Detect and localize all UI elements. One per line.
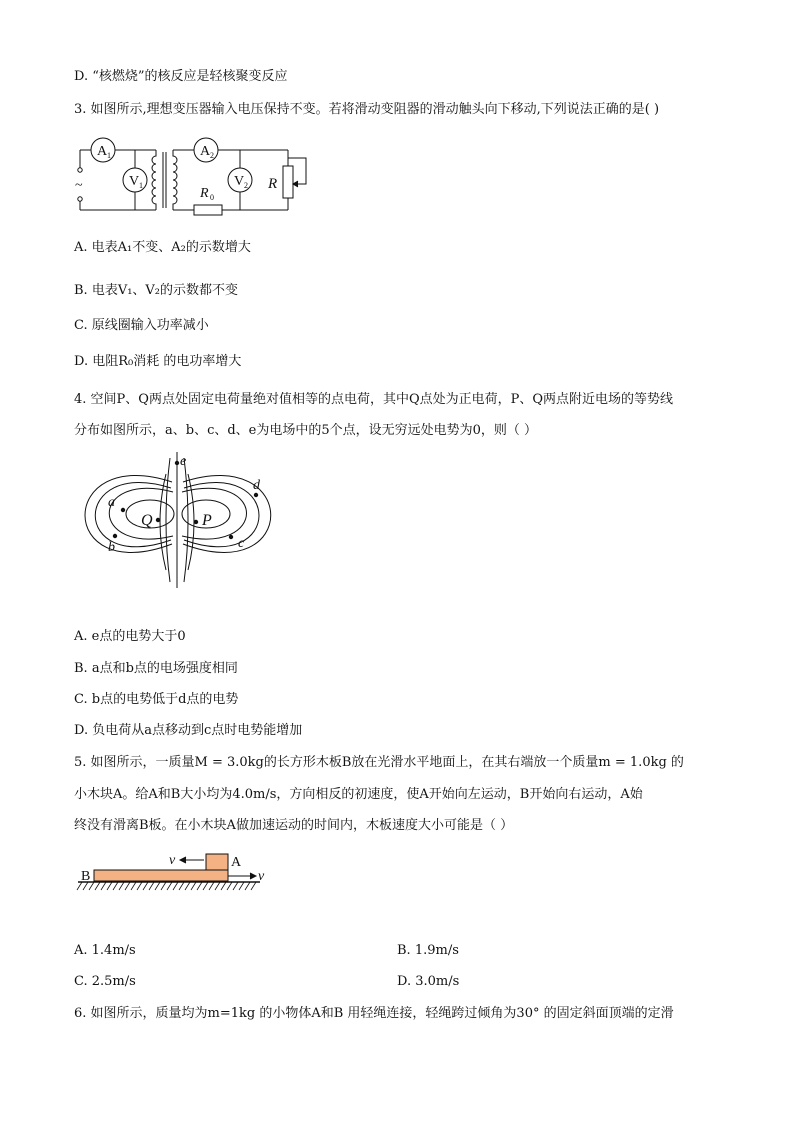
point-c-dot bbox=[229, 535, 233, 539]
r-label: R bbox=[268, 176, 278, 192]
q6-stem: 6. 如图所示，质量均为m=1kg 的小物体A和B 用轻绳连接，轻绳跨过倾角为30° 的固定斜面顶端的定滑 bbox=[74, 1006, 674, 1021]
r0-label: R bbox=[200, 186, 209, 201]
board-b bbox=[94, 870, 228, 881]
v2-sub: 2 bbox=[244, 181, 248, 190]
resistor-r0 bbox=[194, 205, 222, 215]
q4-option-d: D. 负电荷从a点移动到c点时电势能增加 bbox=[74, 723, 303, 738]
transformer-circuit-figure bbox=[70, 132, 330, 222]
block-on-board-figure bbox=[74, 848, 274, 896]
q3-option-c: C. 原线圈输入功率减小 bbox=[74, 318, 209, 333]
equipotential-q-outer bbox=[85, 476, 172, 553]
e-label: e bbox=[180, 454, 187, 469]
v1-sub: 1 bbox=[139, 181, 143, 190]
q4-option-a: A. e点的电势大于0 bbox=[74, 629, 186, 644]
point-p-dot bbox=[194, 520, 198, 524]
v-left-label: v bbox=[169, 853, 176, 868]
equipotential-lines-figure bbox=[78, 452, 283, 590]
point-a-dot bbox=[121, 508, 125, 512]
a2-label: A bbox=[200, 144, 211, 159]
r0-sub: 0 bbox=[210, 193, 214, 202]
point-b-dot bbox=[113, 534, 117, 538]
point-q-dot bbox=[156, 518, 160, 522]
q5-option-a: A. 1.4m/s bbox=[74, 943, 136, 958]
ground-hatching bbox=[77, 882, 256, 890]
block-a-label: A bbox=[231, 855, 242, 870]
q3-option-d: D. 电阻R₀消耗 的电功率增大 bbox=[74, 354, 242, 369]
q-charge-label: Q bbox=[141, 512, 153, 529]
q4-option-b: B. a点和b点的电场强度相同 bbox=[74, 661, 238, 676]
a1-sub: 1 bbox=[107, 151, 111, 160]
c-label: c bbox=[238, 536, 245, 551]
a2-sub: 2 bbox=[210, 151, 214, 160]
p-charge-label: P bbox=[202, 512, 212, 529]
rheostat-r bbox=[283, 166, 293, 198]
b-label: b bbox=[108, 540, 115, 555]
block-a bbox=[206, 854, 228, 870]
q3-option-a: A. 电表A₁不变、A₂的示数增大 bbox=[74, 240, 251, 255]
q4-stem-line2: 分布如图所示，a、b、c、d、e为电场中的5个点，设无穷远处电势为0，则（ ） bbox=[74, 423, 538, 438]
q5-option-c: C. 2.5m/s bbox=[74, 974, 136, 989]
board-b-label: B bbox=[81, 869, 91, 884]
q5-option-d: D. 3.0m/s bbox=[397, 974, 460, 989]
v1-label: V bbox=[129, 174, 140, 189]
point-e-dot bbox=[175, 461, 179, 465]
q5-stem-line3: 终没有滑离B板。在小木块A做加速运动的时间内，木板速度大小可能是（ ） bbox=[74, 818, 514, 833]
q3-option-b: B. 电表V₁、V₂的示数都不变 bbox=[74, 283, 239, 298]
v2-label: V bbox=[234, 174, 245, 189]
point-d-dot bbox=[254, 493, 258, 497]
q2-option-d: D. “核燃烧”的核反应是轻核聚变反应 bbox=[74, 69, 288, 84]
a-label: a bbox=[108, 495, 115, 510]
a1-label: A bbox=[97, 144, 108, 159]
q4-stem-line1: 4. 空间P、Q两点处固定电荷量绝对值相等的点电荷，其中Q点处为正电荷，P、Q两点附近电场的等势线 bbox=[74, 392, 674, 407]
q5-stem-line1: 5. 如图所示，一质量M = 3.0kg的长方形木板B放在光滑水平地面上，在其右端放一个质量m = 1.0kg 的 bbox=[74, 755, 684, 770]
q3-stem: 3. 如图所示,理想变压器输入电压保持不变。若将滑动变阻器的滑动触头向下移动,下列说法正确的是( ) bbox=[74, 102, 660, 117]
q5-option-b: B. 1.9m/s bbox=[397, 943, 459, 958]
ac-source-symbol: ~ bbox=[75, 178, 83, 193]
q5-stem-line2: 小木块A。给A和B大小均为4.0m/s，方向相反的初速度，使A开始向左运动，B开始向右运动，A始 bbox=[74, 787, 643, 802]
q4-option-c: C. b点的电势低于d点的电势 bbox=[74, 692, 239, 707]
d-label: d bbox=[253, 478, 260, 493]
v-right-label: v bbox=[258, 869, 265, 884]
